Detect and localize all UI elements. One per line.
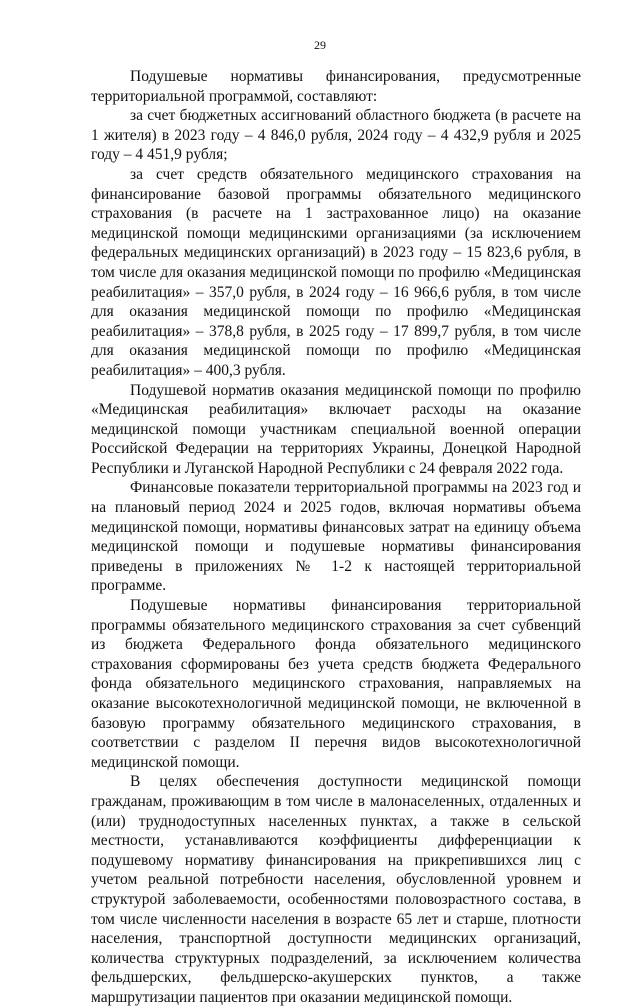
- paragraph-rehabilitation-norm: Подушевой норматив оказания медицинской помощи по профилю «Медицинская реабилитация» включает расходы на оказание медицинской помощи участникам специальной военной операции Российской Федерации на территориях Украины, Донецкой Народной Республики и Луганской Народной Республики с 24 февраля 2022 года.: [91, 381, 581, 477]
- paragraph-per-capita-norms-intro: Подушевые нормативы финансирования, предусмотренные территориальной программой, составляют:: [91, 68, 581, 105]
- paragraph-differentiation-coefficients: В целях обеспечения доступности медицинской помощи гражданам, проживающим в том числе в малонаселенных, отдаленных и (или) труднодоступных населенных пунктах, а также в сельской местности, устанавливаются коэффициенты дифференциации к подушевому нормативу финансирования на прикрепившихся лиц с учетом реальной потребности населения, обусловленной уровнем и структурой заболеваемости, особенностями половозрастного состава, в том числе численности населения в возрасте 65 лет и старше, плотности населения, транспортной доступности медицинских организаций, количества структурных подразделений, за исключением количества фельдшерских, фельдшерско-акушерских пунктов, а также маршрутизации пациентов при оказании медицинской помощи.: [91, 773, 581, 1006]
- paragraph-subvention-norms: Подушевые нормативы финансирования территориальной программы обязательного медицинского страхования за счет субвенций из бюджета Федерального фонда обязательного медицинского страхования сформированы без учета средств бюджета Федерального фонда обязательного медицинского страхования, направляемых на оказание высокотехнологичной медицинской помощи, не включенной в базовую программу обязательного медицинского страхования, в соответствии с разделом II перечня видов высокотехнологичной медицинской помощи.: [91, 597, 581, 771]
- document-body: [91, 67, 581, 1008]
- page-number: 29: [314, 38, 326, 52]
- paragraph-financial-indicators: Финансовые показатели территориальной программы на 2023 год и на плановый период 2024 и 2025 годов, включая нормативы объема медицинской помощи, нормативы финансовых затрат на единицу объема медицинской помощи и подушевые нормативы финансирования приведены в приложениях № 1-2 к настоящей территориальной программе.: [91, 479, 581, 595]
- paragraph-oms-norms: за счет средств обязательного медицинского страхования на финансирование базовой программы обязательного медицинского страхования (в расчете на 1 застрахованное лицо) на оказание медицинской помощи медицинскими организациями (за исключением федеральных медицинских организаций) в 2023 году – 15 823,6 рубля, в том числе для оказания медицинской помощи по профилю «Медицинская реабилитация» – 357,0 рубля, в 2024 году – 16 966,6 рубля, в том числе для оказания медицинской помощи по профилю «Медицинская реабилитация» – 378,8 рубля, в 2025 году – 17 899,7 рубля, в том числе для оказания медицинской помощи по профилю «Медицинская реабилитация» – 400,3 рубля.: [91, 165, 581, 379]
- paragraph-regional-budget-norms: за счет бюджетных ассигнований областного бюджета (в расчете на 1 жителя) в 2023 году – 4 846,0 рубля, 2024 году – 4 432,9 рубля и 2025 году – 4 451,9 рубля;: [91, 107, 581, 164]
